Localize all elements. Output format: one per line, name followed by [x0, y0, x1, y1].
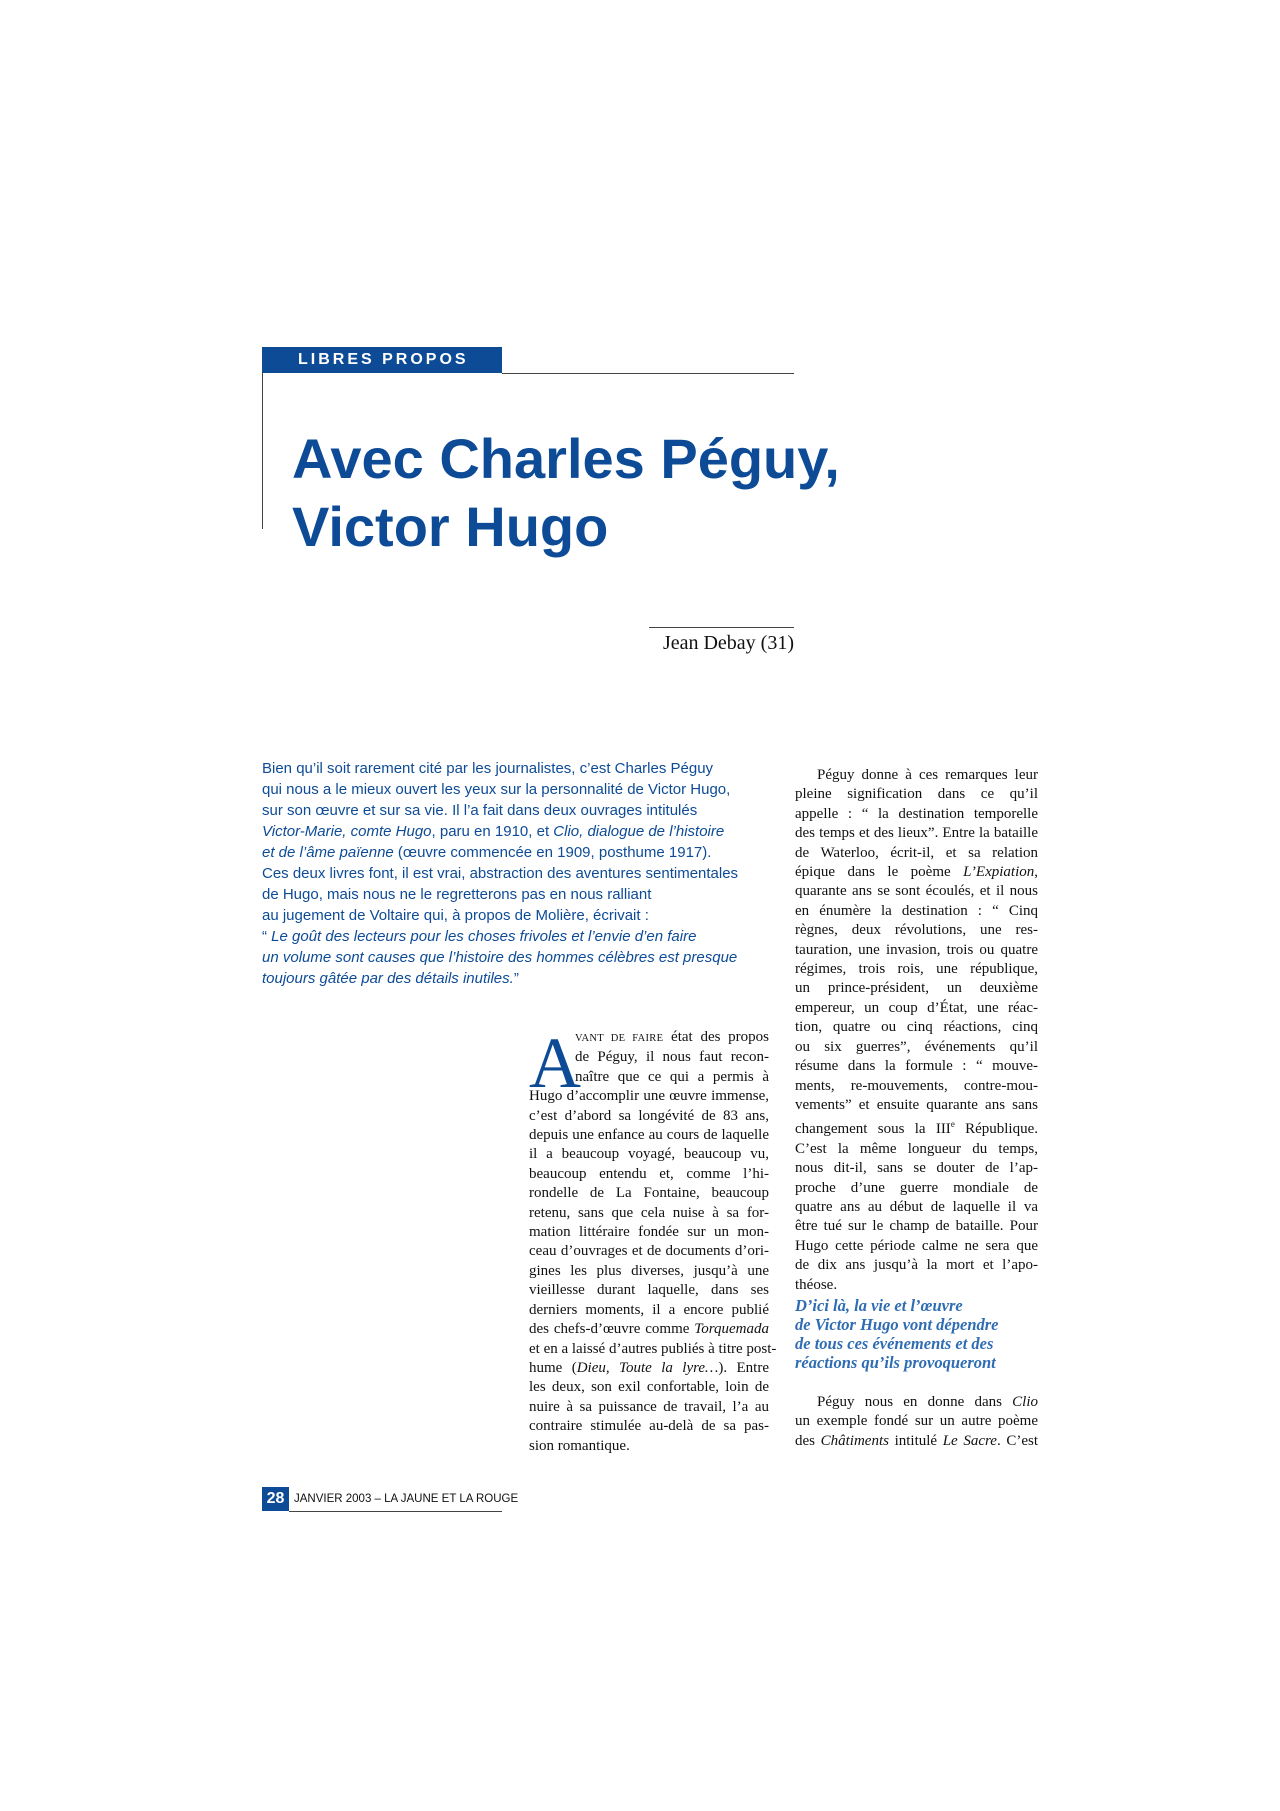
- subheading-line: de Victor Hugo vont dépendre: [795, 1315, 999, 1334]
- subheading: [795, 1296, 1045, 1372]
- intro-line: [262, 968, 762, 989]
- footer-publication: JANVIER 2003 – LA JAUNE ET LA ROUGE: [294, 1493, 519, 1505]
- body-line: tion, quatre ou cinq réactions, cinq: [795, 1019, 1038, 1036]
- work-title: Clio: [1012, 1394, 1038, 1410]
- intro-book-title: et de l’âme païenne: [262, 844, 394, 861]
- quote-close: ”: [513, 970, 519, 987]
- body-column-middle: [529, 1023, 777, 1456]
- subheading-line: réactions qu’ils provoqueront: [795, 1353, 996, 1372]
- body-line: sion romantique.: [529, 1437, 630, 1454]
- body-line: [817, 1393, 1038, 1412]
- body-line: empereur, un coup d’État, une réac-: [795, 999, 1038, 1016]
- body-text: . C’est: [996, 1432, 1038, 1449]
- body-line: un prince-président, un deuxième: [795, 980, 1038, 997]
- superscript: e: [950, 1119, 955, 1130]
- work-title: Torquemada: [694, 1321, 769, 1338]
- body-line: ceau d’ouvrages et de documents d’ori-: [529, 1243, 769, 1260]
- intro-book-title: Clio, dialogue de l’histoire: [553, 823, 725, 840]
- body-text: des: [795, 1432, 821, 1449]
- intro-line: [262, 842, 762, 863]
- intro-line: au jugement de Voltaire qui, à propos de Molière, écrivait :: [262, 907, 649, 924]
- work-title: Dieu: [576, 1359, 606, 1376]
- page-number: 28: [262, 1487, 289, 1511]
- body-line: quarante ans se sont écoulés, et il nous: [795, 883, 1038, 900]
- body-line: appelle : “ la destination temporelle: [795, 805, 1038, 822]
- body-column-right: [795, 766, 1038, 1295]
- section-label: LIBRES PROPOS: [262, 347, 502, 373]
- subheading-line: de tous ces événements et des: [795, 1334, 994, 1353]
- body-line: proche d’une guerre mondiale de: [795, 1179, 1038, 1196]
- body-line: en énumère la destination : “ Cinq: [795, 902, 1038, 919]
- work-title: Châtiments: [820, 1432, 889, 1449]
- body-line: [795, 863, 1038, 882]
- intro-text: , paru en 1910, et: [431, 823, 554, 840]
- body-line: ou six guerres”, événements qu’il: [795, 1038, 1038, 1055]
- body-text: ,: [1034, 864, 1038, 881]
- small-caps-lead: VANT DE FAIRE: [575, 1033, 664, 1044]
- work-title: Toute la lyre…: [619, 1359, 719, 1376]
- body-line: Péguy donne à ces remarques leur: [817, 767, 1038, 783]
- body-line: retenu, sans que cela nuise à sa for-: [529, 1204, 769, 1221]
- quote-text: Le goût des lecteurs pour les choses frivoles et l’envie d’en faire: [271, 928, 697, 945]
- intro-line: Ces deux livres font, il est vrai, abstraction des aventures sentimentales: [262, 865, 739, 882]
- intro-line: Bien qu’il soit rarement cité par les journalistes, c’est Charles Péguy: [262, 760, 714, 777]
- body-line: résume dans la formule : “ mouve-: [795, 1058, 1038, 1075]
- body-line: de dix ans jusqu’à la mort et l’apo-: [795, 1257, 1038, 1274]
- vertical-rule: [262, 373, 263, 529]
- intro-paragraph: [262, 758, 762, 989]
- body-line: gines les plus diverses, jusqu’à une: [529, 1262, 769, 1279]
- body-text: hume (: [529, 1359, 577, 1376]
- body-line: de Péguy, il nous faut recon-: [575, 1049, 769, 1066]
- body-line: un exemple fondé sur un autre poème: [795, 1413, 1038, 1430]
- body-line: [575, 1028, 769, 1048]
- body-text: des chefs-d’œuvre comme: [529, 1321, 695, 1338]
- article-title: [292, 425, 852, 561]
- body-line: il a beaucoup voyagé, beaucoup vu,: [529, 1146, 769, 1163]
- title-line-2: Victor Hugo: [292, 495, 609, 558]
- body-column-right-continued: [795, 1393, 1038, 1451]
- body-line: de Waterloo, écrit-il, et sa relation: [795, 844, 1038, 861]
- body-line: des temps et des lieux”. Entre la bataille: [795, 825, 1038, 842]
- body-line: régimes, trois rois, une république,: [795, 961, 1038, 978]
- section-rule: [502, 373, 794, 374]
- intro-line: de Hugo, mais nous ne le regretterons pas en nous ralliant: [262, 886, 652, 903]
- title-line-1: Avec Charles Péguy,: [292, 427, 840, 490]
- intro-book-title: Victor-Marie, comte Hugo: [262, 823, 432, 840]
- body-text: épique dans le poème: [795, 864, 964, 881]
- body-line: être tué sur le champ de bataille. Pour: [795, 1218, 1038, 1235]
- body-text: République.: [954, 1121, 1039, 1138]
- body-line: règnes, deux révolutions, une res-: [795, 922, 1038, 939]
- body-line: [529, 1320, 769, 1339]
- footer-rule: [289, 1511, 502, 1512]
- quote-text: toujours gâtée par des détails inutiles.: [262, 970, 514, 987]
- body-line: vements” et ensuite quarante ans sans: [795, 1096, 1038, 1113]
- intro-line: sur son œuvre et sur sa vie. Il l’a fait dans deux ouvrages intitulés: [262, 802, 698, 819]
- intro-line: [262, 926, 762, 947]
- body-line: Hugo d’accomplir une œuvre immense,: [529, 1088, 769, 1105]
- body-text: Péguy nous en donne dans: [817, 1394, 1013, 1410]
- work-title: Le Sacre: [942, 1432, 997, 1449]
- body-line: vieillesse durant laquelle, dans ses: [529, 1282, 769, 1299]
- body-line: naître que ce qui a permis à: [575, 1068, 769, 1085]
- body-line: tauration, une invasion, trois ou quatre: [795, 941, 1038, 958]
- intro-line: [262, 821, 762, 842]
- body-line: contraire stimulée au-delà de sa pas-: [529, 1418, 769, 1435]
- intro-line: qui nous a le mieux ouvert les yeux sur la personnalité de Victor Hugo,: [262, 781, 731, 798]
- body-line: et en a laissé d’autres publiés à titre post-: [529, 1340, 777, 1357]
- body-text: ,: [605, 1359, 620, 1376]
- body-line: théose.: [795, 1276, 838, 1293]
- body-line: [529, 1359, 769, 1378]
- body-line: beaucoup entendu et, comme l’hi-: [529, 1165, 769, 1182]
- body-line: nous dit-il, sans se douter de l’ap-: [795, 1160, 1038, 1177]
- body-line: mation littéraire fondée sur un mon-: [529, 1224, 769, 1241]
- body-text: intitulé: [888, 1432, 943, 1449]
- quote-open: “: [262, 928, 272, 945]
- subheading-line: D’ici là, la vie et l’œuvre: [795, 1296, 963, 1315]
- body-line: [795, 1115, 1038, 1139]
- intro-text: (œuvre commencée en 1909, posthume 1917).: [393, 844, 712, 861]
- author-byline: Jean Debay (31): [662, 632, 794, 654]
- body-line: rondelle de La Fontaine, beaucoup: [529, 1185, 769, 1202]
- body-text: ). Entre: [718, 1359, 769, 1376]
- body-text: changement sous la III: [795, 1121, 951, 1138]
- body-line: les deux, son exil confortable, loin de: [529, 1379, 769, 1396]
- body-line: Hugo cette période calme ne sera que: [795, 1237, 1038, 1254]
- intro-line: un volume sont causes que l’histoire des hommes célèbres est presque: [262, 949, 738, 966]
- body-line: quatre ans au début de laquelle il va: [795, 1198, 1038, 1215]
- body-line: depuis une enfance au cours de laquelle: [529, 1127, 769, 1144]
- body-line: [795, 1432, 1038, 1451]
- body-line: ments, re-mouvements, contre-mou-: [795, 1077, 1038, 1094]
- body-text: état des propos: [663, 1029, 770, 1045]
- author-rule: [649, 627, 794, 628]
- work-title: L’Expiation: [963, 864, 1035, 881]
- body-line: c’est d’abord sa longévité de 83 ans,: [529, 1107, 769, 1124]
- body-line: derniers moments, il a encore publié: [529, 1301, 769, 1318]
- drop-cap: A: [529, 1023, 581, 1103]
- body-line: nuire à sa puissance de travail, l’a au: [529, 1398, 769, 1415]
- body-line: C’est la même longueur du temps,: [795, 1140, 1038, 1157]
- body-line: pleine signification dans ce qu’il: [795, 786, 1038, 803]
